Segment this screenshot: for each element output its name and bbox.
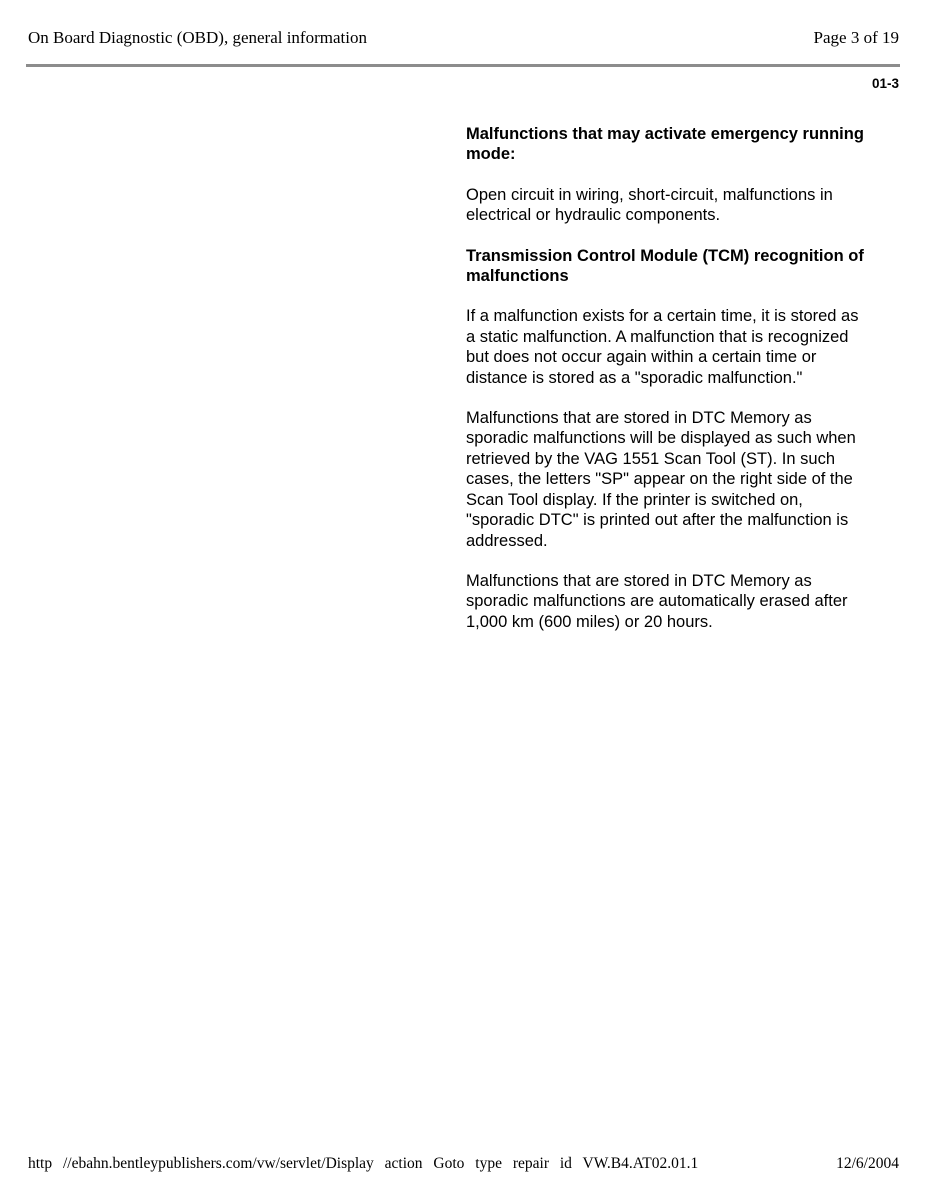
spacer bbox=[466, 286, 871, 306]
footer-date: 12/6/2004 bbox=[836, 1155, 899, 1172]
spacer bbox=[466, 165, 871, 185]
paragraph-emergency-causes: Open circuit in wiring, short-circuit, malfunctions in electrical or hydraulic components. bbox=[466, 185, 833, 225]
spacer bbox=[466, 226, 871, 246]
document-title: On Board Diagnostic (OBD), general information bbox=[28, 28, 367, 47]
section-code: 01-3 bbox=[871, 76, 899, 91]
page-number: Page 3 of 19 bbox=[813, 28, 899, 47]
spacer bbox=[466, 551, 871, 571]
paragraph-static-malfunction: If a malfunction exists for a certain time, it is stored as a static malfunction. A malfunction that is recognized but does not occur again within a certain time or distance is stored as a "sporadic malfunction." bbox=[466, 307, 859, 387]
paragraph-auto-erase: Malfunctions that are stored in DTC Memory as sporadic malfunctions are automatically erased after 1,000 km (600 miles) or 20 hours. bbox=[466, 571, 848, 631]
paragraph-sporadic-display: Malfunctions that are stored in DTC Memory as sporadic malfunctions will be displayed as such when retrieved by the VAG 1551 Scan Tool (ST). In such cases, the letters "SP" appear on the right side of the Scan Tool display. If the printer is switched on, "sporadic DTC" is printed out after the malfunction is addressed. bbox=[466, 409, 856, 550]
heading-emergency-mode: Malfunctions that may activate emergency running mode: bbox=[466, 125, 864, 164]
footer-url: http //ebahn.bentleypublishers.com/vw/servlet/Display action Goto type repair id VW.B4.AT02.01.1 bbox=[28, 1155, 699, 1172]
heading-tcm-recognition: Transmission Control Module (TCM) recognition of malfunctions bbox=[466, 246, 864, 286]
spacer bbox=[466, 388, 871, 408]
main-content bbox=[466, 124, 871, 632]
header-divider bbox=[26, 64, 900, 67]
